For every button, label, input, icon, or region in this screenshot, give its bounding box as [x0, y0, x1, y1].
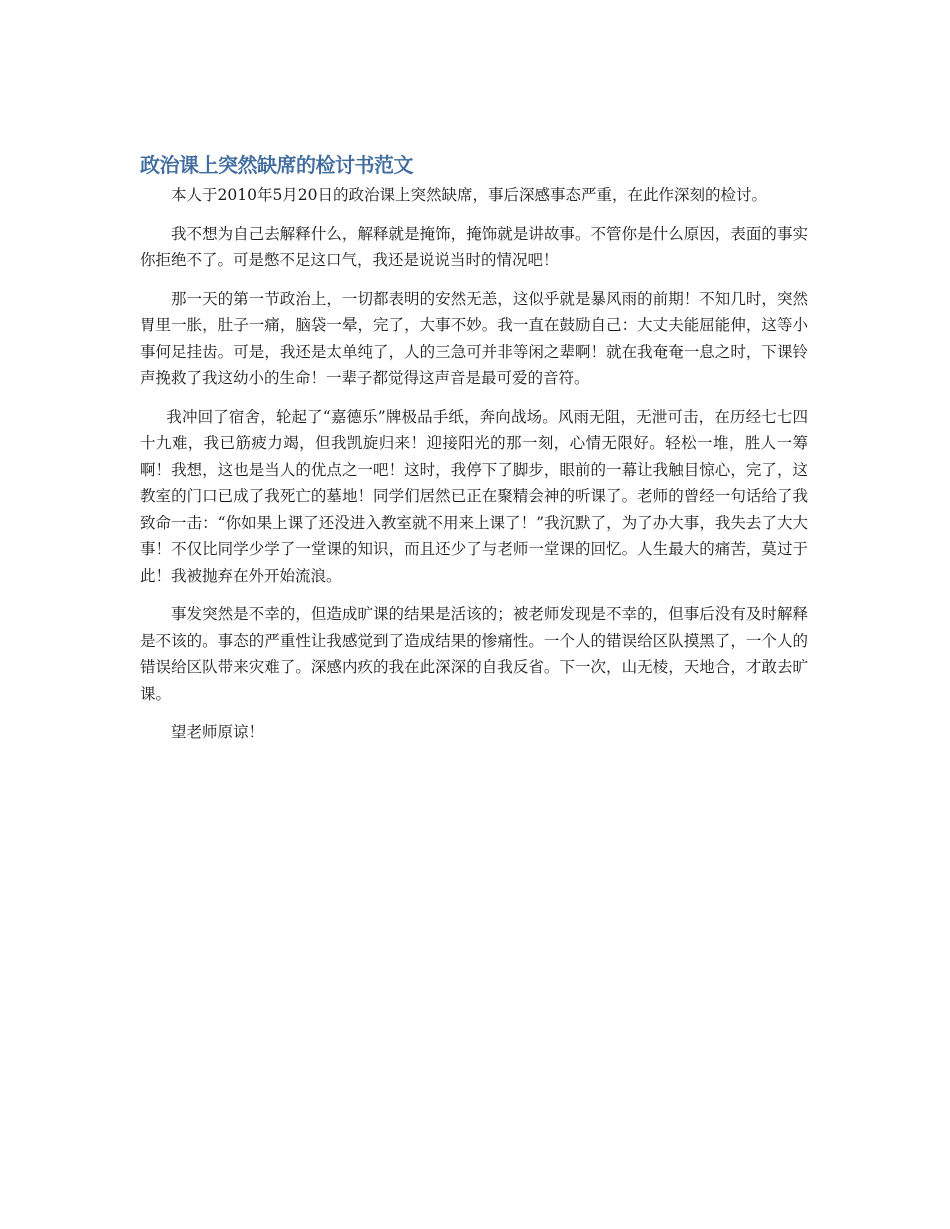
paragraph: 那一天的第一节政治上，一切都表明的安然无恙，这似乎就是暴风雨的前期！不知几时，突然胃里一胀，肚子一痛，脑袋一晕，完了，大事不妙。我一直在鼓励自己：大丈夫能屈能伸，这等小事何足挂齿。可是，我还是太单纯了，人的三急可并非等闲之辈啊！就在我奄奄一息之时，下课铃声挽救了我这幼小的生命！一辈子都觉得这声音是最可爱的音符。: [140, 289, 808, 387]
document-title: 政治课上突然缺席的检讨书范文: [140, 153, 413, 177]
paragraph: 本人于2010年5月20日的政治课上突然缺席，事后深感事态严重，在此作深刻的检讨。: [171, 186, 768, 204]
paragraph: 事发突然是不幸的，但造成旷课的结果是活该的；被老师发现是不幸的，但事后没有及时解释是不该的。事态的严重性让我感觉到了造成结果的惨痛性。一个人的错误给区队摸黑了，一个人的错误给区队带来灾难了。深感内疚的我在此深深的自我反省。下一次，山无棱，天地合，才敢去旷课。: [140, 605, 808, 703]
paragraph: 望老师原谅！: [171, 723, 265, 741]
document-body: [140, 150, 808, 758]
paragraph: 我冲回了宿舍，轮起了“嘉德乐”牌极品手纸，奔向战场。风雨无阻，无泄可击，在历经七七四十九难，我已筋疲力竭，但我凯旋归来！迎接阳光的那一刻，心情无限好。轻松一堆，胜人一筹啊！我想，这也是当人的优点之一吧！这时，我停下了脚步，眼前的一幕让我触目惊心，完了，这教室的门口已成了我死亡的墓地！同学们居然已正在聚精会神的听课了。老师的曾经一句话给了我致命一击：“你如果上课了还没进入教室就不用来上课了！”我沉默了，为了办大事，我失去了大大事！不仅比同学少学了一堂课的知识，而且还少了与老师一堂课的回忆。人生最大的痛苦，莫过于此！我被抛弃在外开始流浪。: [140, 407, 808, 585]
paragraph: 我不想为自己去解释什么，解释就是掩饰，掩饰就是讲故事。不管你是什么原因，表面的事实你拒绝不了。可是憋不足这口气，我还是说说当时的情况吧！: [140, 224, 808, 269]
